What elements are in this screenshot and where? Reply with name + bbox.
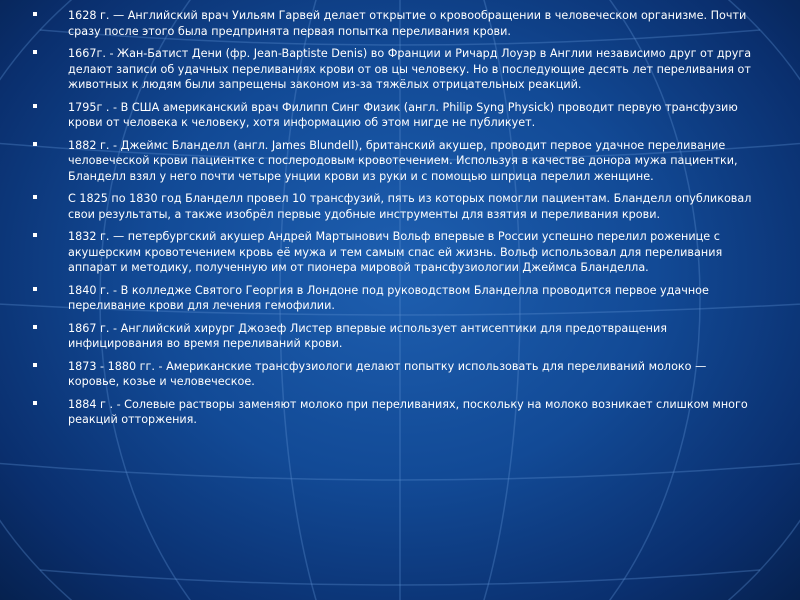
list-item-text: 1840 г. - В колледже Святого Георгия в Лондоне под руководством Бланделла проводится первое удачное переливание крови для лечения гемофилии. <box>68 283 709 312</box>
bullet-icon <box>33 325 37 329</box>
list-item-text: 1873 - 1880 гг. - Американские трансфузиологи делают попытку использовать для переливаний молоко — коровье, козье и человеческое. <box>68 359 707 388</box>
list-item <box>20 8 760 39</box>
list-item <box>20 46 760 93</box>
bullet-icon <box>33 142 37 146</box>
timeline-list <box>20 8 760 428</box>
bullet-icon <box>33 104 37 108</box>
list-item <box>20 229 760 276</box>
bullet-icon <box>33 401 37 405</box>
list-item <box>20 138 760 185</box>
list-item-text: 1884 г . - Солевые растворы заменяют молоко при переливаниях, поскольку на молоко возникает слишком много реакций отторжения. <box>68 397 748 426</box>
list-item <box>20 321 760 352</box>
bullet-icon <box>33 195 37 199</box>
list-item-text: 1832 г. — петербургский акушер Андрей Мартынович Вольф впервые в России успешно перелил роженице с акушерским кровотечением кровь её мужа и тем самым спас ей жизнь. Вольф использовал для переливания аппарат и методику, полученную им от пионера мировой трансфузиологии Джеймса Бланделла. <box>68 230 723 274</box>
bullet-icon <box>33 363 37 367</box>
list-item <box>20 283 760 314</box>
list-item <box>20 100 760 131</box>
list-item-text: 1667г. - Жан-Батист Дени (фр. Jean-Baptiste Denis) во Франции и Ричард Лоуэр в Англии независимо друг от друга делают записи об удачных переливаниях крови от ов цы человеку. Но в последующие десять лет переливания от животных к людям были запрещены законом из-за тяжёлых отрицательных реакций. <box>68 47 752 91</box>
list-item <box>20 191 760 222</box>
bullet-icon <box>33 12 37 16</box>
list-item-text: 1795г . - В США американский врач Филипп Синг Физик (англ. Philip Syng Physick) проводит первую трансфузию крови от человека к человеку, хотя информацию об этом нигде не публикует. <box>68 100 738 129</box>
list-item <box>20 397 760 428</box>
list-item-text: 1628 г. — Английский врач Уильям Гарвей делает открытие о кровообращении в человеческом организме. Почти сразу после этого была предпринята первая попытка переливания крови. <box>68 9 747 38</box>
list-item <box>20 359 760 390</box>
list-item-text: 1882 г. - Джеймс Бланделл (англ. James Blundell), британский акушер, проводит первое удачное переливание человеческой крови пациентке с послеродовым кровотечением. Используя в качестве донора мужа пациентки, Бланделл взял у него почти четыре унции крови из руки и с помощью шприца перелил женщине. <box>68 138 738 183</box>
bullet-icon <box>33 50 37 54</box>
bullet-icon <box>33 233 37 237</box>
list-item-text: С 1825 по 1830 год Бланделл провел 10 трансфузий, пять из которых помогли пациентам. Бланделл опубликовал свои результаты, а также изобрёл первые удобные инструменты для взятия и переливания крови. <box>68 192 752 221</box>
list-item-text: 1867 г. - Английский хирург Джозеф Листер впервые использует антисептики для предотвращения инфицирования во время переливаний крови. <box>68 321 667 350</box>
bullet-icon <box>33 287 37 291</box>
slide-content <box>20 8 760 488</box>
